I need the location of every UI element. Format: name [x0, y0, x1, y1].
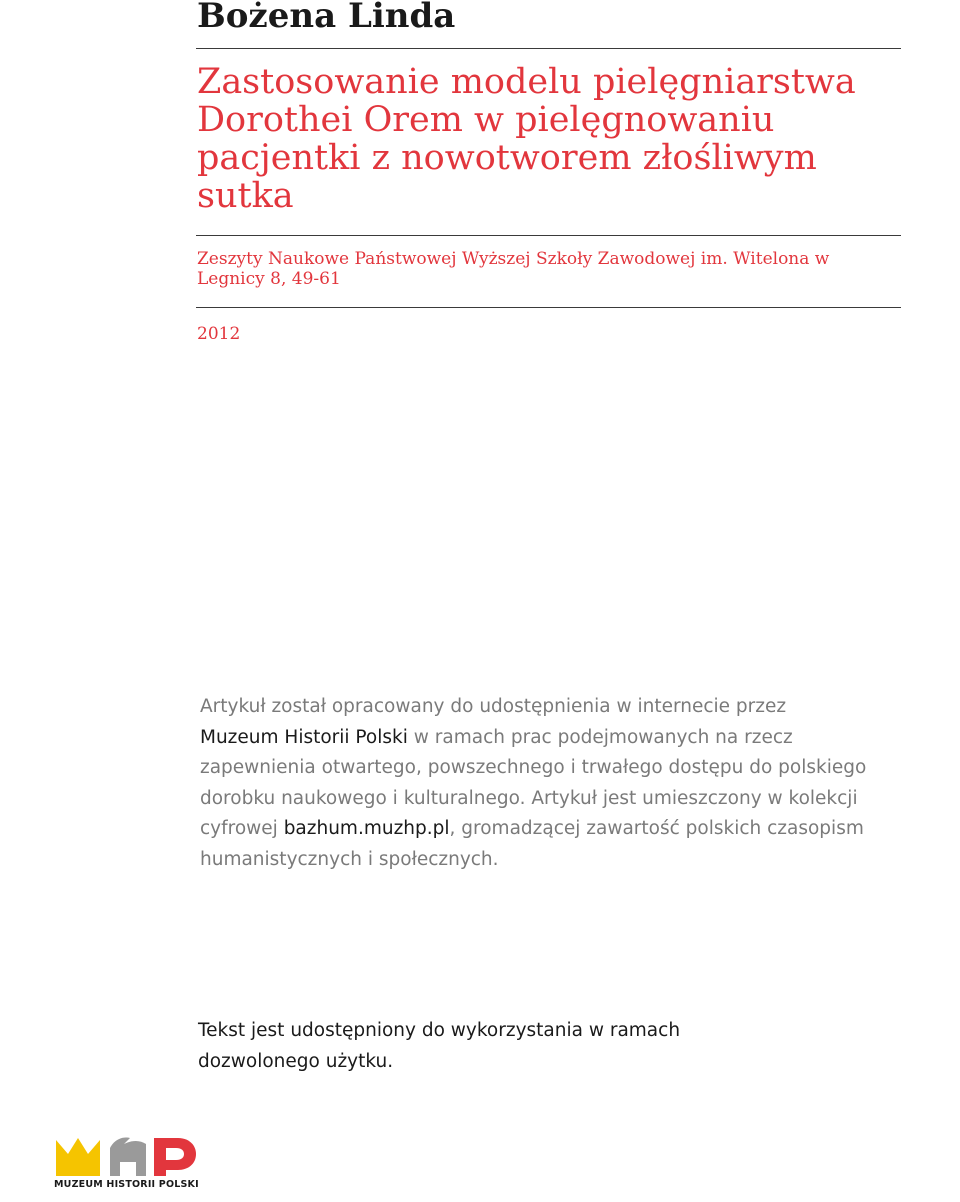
article-title [197, 63, 897, 215]
journal-line: Legnicy 8, 49-61 [197, 269, 341, 289]
notice-text: , gromadzącej zawartość polskich czasopism humanistycznych i społecznych. [200, 818, 864, 870]
title-line: sutka [197, 176, 294, 216]
notice-text: Artykuł został opracowany do udostępnienia w internecie przez [200, 696, 787, 717]
logo-crown-shape [56, 1138, 100, 1176]
journal-line: Zeszyty Naukowe Państwowej Wyższej Szkoły Zawodowej im. Witelona w [197, 249, 830, 269]
divider [196, 307, 901, 308]
journal-citation [197, 249, 887, 289]
museum-name: Muzeum Historii Polski [200, 726, 408, 748]
logo-wing-shape [110, 1137, 146, 1176]
license-line: dozwolonego użytku. [198, 1051, 394, 1072]
logo-p-shape [154, 1138, 196, 1176]
availability-notice [200, 692, 890, 875]
author-name: Bożena Linda [197, 0, 456, 36]
title-line: pacjentki z nowotworem złośliwym [197, 138, 817, 178]
license-line: Tekst jest udostępniony do wykorzystania w ramach [198, 1020, 681, 1041]
license-notice [198, 1015, 798, 1077]
title-line: Zastosowanie modelu pielęgniarstwa [197, 62, 856, 102]
divider [196, 48, 901, 49]
title-line: Dorothei Orem w pielęgnowaniu [197, 100, 775, 140]
notice-text: w ramach prac podejmowanych na rzecz zapewnienia otwartego, powszechnego i trwałego dostępu do polskiego dorobku naukowego i kulturalnego. Artykuł jest umieszczony w kolekcji cyfrowej [200, 726, 867, 839]
divider [196, 235, 901, 236]
logo-caption: MUZEUM HISTORII POLSKI [54, 1179, 199, 1190]
publication-year: 2012 [197, 324, 241, 344]
bazhum-link[interactable]: bazhum.muzhp.pl [283, 818, 450, 839]
